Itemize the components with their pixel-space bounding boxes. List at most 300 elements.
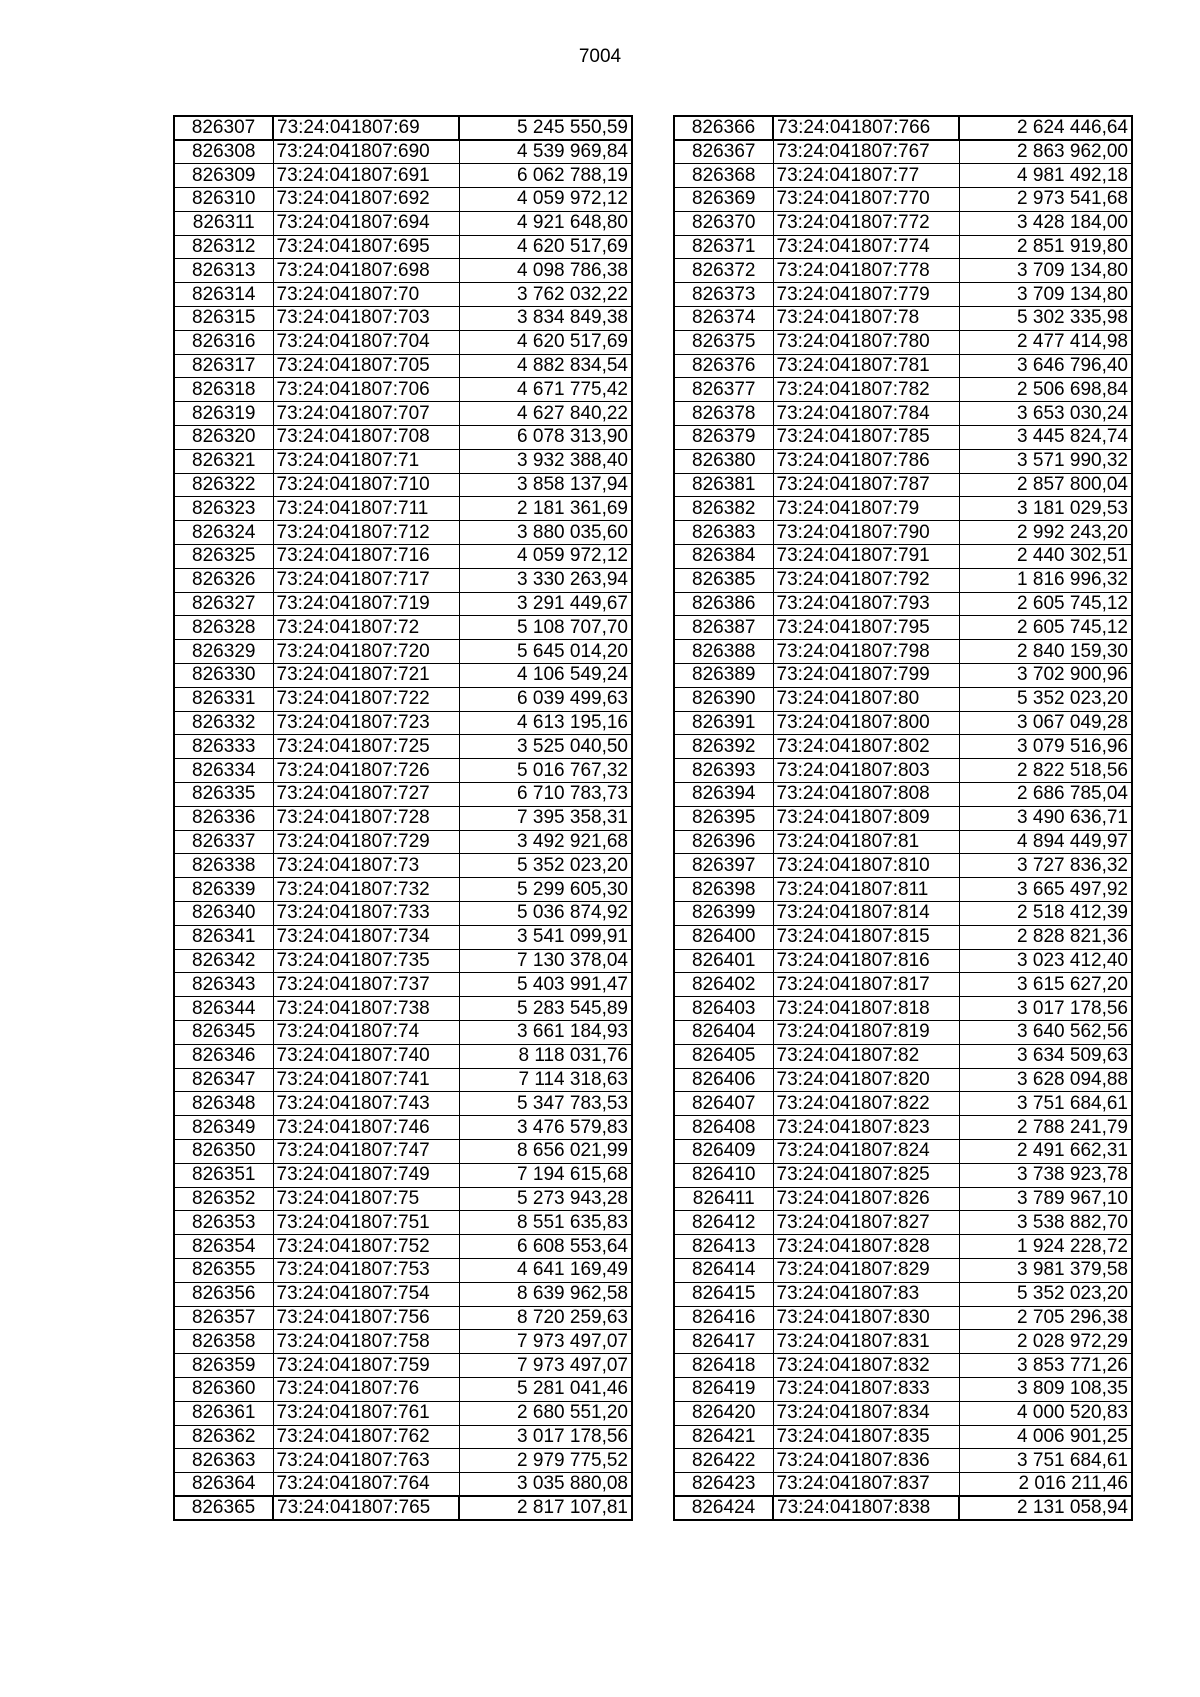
cadastral-value-cell: 3 541 099,91 — [459, 925, 632, 949]
table-row — [174, 783, 632, 807]
cadastral-number-cell: 73:24:041807:834 — [773, 1401, 959, 1425]
table-row — [174, 116, 632, 140]
row-number-cell: 826417 — [674, 1330, 773, 1354]
table-row — [174, 1092, 632, 1116]
row-number-cell: 826321 — [174, 449, 273, 473]
cadastral-value-cell: 4 921 648,80 — [459, 211, 632, 235]
row-number-cell: 826410 — [674, 1163, 773, 1187]
row-number-cell: 826384 — [674, 545, 773, 569]
table-row — [674, 1282, 1132, 1306]
cadastral-number-cell: 73:24:041807:835 — [773, 1425, 959, 1449]
cadastral-value-cell: 3 858 137,94 — [459, 473, 632, 497]
cadastral-number-cell: 73:24:041807:787 — [773, 473, 959, 497]
cadastral-value-cell: 4 539 969,84 — [459, 140, 632, 164]
cadastral-value-cell: 3 476 579,83 — [459, 1116, 632, 1140]
cadastral-number-cell: 73:24:041807:77 — [773, 164, 959, 188]
cadastral-value-cell: 3 634 509,63 — [959, 1044, 1132, 1068]
table-row — [174, 164, 632, 188]
table-row — [674, 854, 1132, 878]
table-row — [174, 473, 632, 497]
row-number-cell: 826418 — [674, 1354, 773, 1378]
table-body-left — [174, 116, 632, 1520]
table-row — [174, 902, 632, 926]
cadastral-value-cell: 4 882 834,54 — [459, 354, 632, 378]
table-row — [674, 330, 1132, 354]
cadastral-value-cell: 6 608 553,64 — [459, 1235, 632, 1259]
cadastral-value-cell: 3 017 178,56 — [459, 1425, 632, 1449]
row-number-cell: 826347 — [174, 1068, 273, 1092]
cadastral-number-cell: 73:24:041807:694 — [273, 211, 459, 235]
cadastral-value-cell: 3 702 900,96 — [959, 664, 1132, 688]
cadastral-number-cell: 73:24:041807:721 — [273, 664, 459, 688]
cadastral-number-cell: 73:24:041807:814 — [773, 902, 959, 926]
cadastral-number-cell: 73:24:041807:708 — [273, 426, 459, 450]
row-number-cell: 826355 — [174, 1258, 273, 1282]
cadastral-number-cell: 73:24:041807:735 — [273, 949, 459, 973]
table-row — [174, 378, 632, 402]
cadastral-value-cell: 5 645 014,20 — [459, 640, 632, 664]
cadastral-number-cell: 73:24:041807:825 — [773, 1163, 959, 1187]
table-row — [674, 164, 1132, 188]
cadastral-number-cell: 73:24:041807:786 — [773, 449, 959, 473]
row-number-cell: 826339 — [174, 878, 273, 902]
row-number-cell: 826315 — [174, 307, 273, 331]
row-number-cell: 826330 — [174, 664, 273, 688]
table-row — [174, 1187, 632, 1211]
table-row — [174, 1330, 632, 1354]
cadastral-number-cell: 73:24:041807:78 — [773, 307, 959, 331]
cadastral-value-cell: 3 067 049,28 — [959, 711, 1132, 735]
table-row — [174, 1044, 632, 1068]
table-row — [674, 426, 1132, 450]
cadastral-value-table-right — [673, 115, 1133, 1521]
table-row — [174, 973, 632, 997]
cadastral-value-cell: 3 646 796,40 — [959, 354, 1132, 378]
cadastral-value-cell: 4 006 901,25 — [959, 1425, 1132, 1449]
table-row — [174, 1116, 632, 1140]
table-row — [674, 568, 1132, 592]
cadastral-value-cell: 3 853 771,26 — [959, 1354, 1132, 1378]
table-row — [674, 997, 1132, 1021]
table-row — [674, 1044, 1132, 1068]
cadastral-number-cell: 73:24:041807:749 — [273, 1163, 459, 1187]
row-number-cell: 826366 — [674, 116, 773, 140]
cadastral-number-cell: 73:24:041807:795 — [773, 616, 959, 640]
cadastral-value-cell: 5 302 335,98 — [959, 307, 1132, 331]
cadastral-value-cell: 3 490 636,71 — [959, 806, 1132, 830]
cadastral-number-cell: 73:24:041807:725 — [273, 735, 459, 759]
row-number-cell: 826341 — [174, 925, 273, 949]
cadastral-number-cell: 73:24:041807:690 — [273, 140, 459, 164]
cadastral-number-cell: 73:24:041807:780 — [773, 330, 959, 354]
row-number-cell: 826407 — [674, 1092, 773, 1116]
cadastral-value-cell: 1 816 996,32 — [959, 568, 1132, 592]
cadastral-value-cell: 2 828 821,36 — [959, 925, 1132, 949]
cadastral-number-cell: 73:24:041807:734 — [273, 925, 459, 949]
cadastral-value-cell: 2 822 518,56 — [959, 759, 1132, 783]
table-row — [174, 1425, 632, 1449]
cadastral-number-cell: 73:24:041807:711 — [273, 497, 459, 521]
table-row — [674, 1187, 1132, 1211]
cadastral-number-cell: 73:24:041807:756 — [273, 1306, 459, 1330]
row-number-cell: 826364 — [174, 1473, 273, 1497]
cadastral-number-cell: 73:24:041807:819 — [773, 1020, 959, 1044]
cadastral-value-cell: 3 653 030,24 — [959, 402, 1132, 426]
cadastral-number-cell: 73:24:041807:747 — [273, 1139, 459, 1163]
row-number-cell: 826408 — [674, 1116, 773, 1140]
cadastral-value-cell: 8 639 962,58 — [459, 1282, 632, 1306]
cadastral-number-cell: 73:24:041807:710 — [273, 473, 459, 497]
table-row — [174, 592, 632, 616]
table-row — [174, 1496, 632, 1520]
cadastral-number-cell: 73:24:041807:836 — [773, 1449, 959, 1473]
cadastral-value-cell: 5 016 767,32 — [459, 759, 632, 783]
cadastral-number-cell: 73:24:041807:706 — [273, 378, 459, 402]
cadastral-value-cell: 8 118 031,76 — [459, 1044, 632, 1068]
row-number-cell: 826401 — [674, 949, 773, 973]
table-row — [174, 449, 632, 473]
cadastral-value-cell: 5 403 991,47 — [459, 973, 632, 997]
table-row — [174, 735, 632, 759]
table-row — [174, 1235, 632, 1259]
cadastral-value-cell: 3 330 263,94 — [459, 568, 632, 592]
table-row — [174, 354, 632, 378]
cadastral-value-cell: 4 620 517,69 — [459, 235, 632, 259]
table-row — [174, 949, 632, 973]
table-row — [674, 1306, 1132, 1330]
cadastral-number-cell: 73:24:041807:817 — [773, 973, 959, 997]
cadastral-number-cell: 73:24:041807:832 — [773, 1354, 959, 1378]
cadastral-number-cell: 73:24:041807:759 — [273, 1354, 459, 1378]
cadastral-value-cell: 6 710 783,73 — [459, 783, 632, 807]
cadastral-number-cell: 73:24:041807:810 — [773, 854, 959, 878]
cadastral-value-cell: 3 709 134,80 — [959, 283, 1132, 307]
table-row — [174, 497, 632, 521]
cadastral-number-cell: 73:24:041807:815 — [773, 925, 959, 949]
cadastral-number-cell: 73:24:041807:792 — [773, 568, 959, 592]
cadastral-value-cell: 2 788 241,79 — [959, 1116, 1132, 1140]
cadastral-number-cell: 73:24:041807:695 — [273, 235, 459, 259]
cadastral-value-cell: 3 709 134,80 — [959, 259, 1132, 283]
row-number-cell: 826378 — [674, 402, 773, 426]
row-number-cell: 826359 — [174, 1354, 273, 1378]
cadastral-value-cell: 2 686 785,04 — [959, 783, 1132, 807]
cadastral-value-cell: 4 000 520,83 — [959, 1401, 1132, 1425]
table-row — [174, 830, 632, 854]
cadastral-number-cell: 73:24:041807:76 — [273, 1377, 459, 1401]
table-row — [674, 1377, 1132, 1401]
cadastral-value-cell: 3 181 029,53 — [959, 497, 1132, 521]
row-number-cell: 826370 — [674, 211, 773, 235]
cadastral-value-cell: 2 605 745,12 — [959, 592, 1132, 616]
row-number-cell: 826391 — [674, 711, 773, 735]
table-row — [674, 188, 1132, 212]
row-number-cell: 826326 — [174, 568, 273, 592]
cadastral-value-cell: 2 863 962,00 — [959, 140, 1132, 164]
table-row — [174, 854, 632, 878]
cadastral-value-cell: 2 181 361,69 — [459, 497, 632, 521]
row-number-cell: 826322 — [174, 473, 273, 497]
cadastral-value-cell: 5 108 707,70 — [459, 616, 632, 640]
row-number-cell: 826374 — [674, 307, 773, 331]
table-row — [174, 997, 632, 1021]
table-row — [674, 307, 1132, 331]
table-row — [174, 664, 632, 688]
cadastral-number-cell: 73:24:041807:719 — [273, 592, 459, 616]
row-number-cell: 826375 — [674, 330, 773, 354]
row-number-cell: 826325 — [174, 545, 273, 569]
cadastral-number-cell: 73:24:041807:822 — [773, 1092, 959, 1116]
row-number-cell: 826367 — [674, 140, 773, 164]
table-row — [674, 473, 1132, 497]
row-number-cell: 826373 — [674, 283, 773, 307]
table-row — [174, 545, 632, 569]
row-number-cell: 826413 — [674, 1235, 773, 1259]
cadastral-value-cell: 3 628 094,88 — [959, 1068, 1132, 1092]
cadastral-number-cell: 73:24:041807:741 — [273, 1068, 459, 1092]
row-number-cell: 826320 — [174, 426, 273, 450]
cadastral-number-cell: 73:24:041807:824 — [773, 1139, 959, 1163]
cadastral-number-cell: 73:24:041807:800 — [773, 711, 959, 735]
cadastral-value-cell: 4 059 972,12 — [459, 545, 632, 569]
cadastral-value-cell: 5 347 783,53 — [459, 1092, 632, 1116]
cadastral-value-cell: 7 973 497,07 — [459, 1330, 632, 1354]
table-row — [174, 188, 632, 212]
cadastral-number-cell: 73:24:041807:723 — [273, 711, 459, 735]
cadastral-value-cell: 2 851 919,80 — [959, 235, 1132, 259]
row-number-cell: 826420 — [674, 1401, 773, 1425]
row-number-cell: 826356 — [174, 1282, 273, 1306]
table-row — [174, 1020, 632, 1044]
cadastral-number-cell: 73:24:041807:833 — [773, 1377, 959, 1401]
cadastral-number-cell: 73:24:041807:763 — [273, 1449, 459, 1473]
cadastral-value-cell: 3 789 967,10 — [959, 1187, 1132, 1211]
cadastral-number-cell: 73:24:041807:766 — [773, 116, 959, 140]
cadastral-value-cell: 3 665 497,92 — [959, 878, 1132, 902]
row-number-cell: 826349 — [174, 1116, 273, 1140]
table-row — [674, 354, 1132, 378]
cadastral-value-cell: 6 062 788,19 — [459, 164, 632, 188]
cadastral-number-cell: 73:24:041807:761 — [273, 1401, 459, 1425]
cadastral-value-cell: 7 395 358,31 — [459, 806, 632, 830]
row-number-cell: 826324 — [174, 521, 273, 545]
cadastral-value-cell: 5 352 023,20 — [959, 687, 1132, 711]
row-number-cell: 826412 — [674, 1211, 773, 1235]
row-number-cell: 826316 — [174, 330, 273, 354]
cadastral-number-cell: 73:24:041807:746 — [273, 1116, 459, 1140]
cadastral-value-cell: 2 817 107,81 — [459, 1496, 632, 1520]
row-number-cell: 826377 — [674, 378, 773, 402]
row-number-cell: 826396 — [674, 830, 773, 854]
table-row — [674, 830, 1132, 854]
cadastral-number-cell: 73:24:041807:790 — [773, 521, 959, 545]
row-number-cell: 826409 — [674, 1139, 773, 1163]
cadastral-value-cell: 6 039 499,63 — [459, 687, 632, 711]
row-number-cell: 826313 — [174, 259, 273, 283]
cadastral-number-cell: 73:24:041807:70 — [273, 283, 459, 307]
cadastral-number-cell: 73:24:041807:726 — [273, 759, 459, 783]
cadastral-number-cell: 73:24:041807:705 — [273, 354, 459, 378]
cadastral-value-cell: 3 017 178,56 — [959, 997, 1132, 1021]
table-row — [174, 330, 632, 354]
table-row — [674, 735, 1132, 759]
cadastral-number-cell: 73:24:041807:791 — [773, 545, 959, 569]
row-number-cell: 826379 — [674, 426, 773, 450]
cadastral-value-cell: 4 671 775,42 — [459, 378, 632, 402]
cadastral-value-cell: 2 973 541,68 — [959, 188, 1132, 212]
cadastral-value-cell: 2 016 211,46 — [959, 1473, 1132, 1497]
cadastral-value-cell: 3 738 923,78 — [959, 1163, 1132, 1187]
row-number-cell: 826309 — [174, 164, 273, 188]
table-row — [674, 664, 1132, 688]
cadastral-value-cell: 1 924 228,72 — [959, 1235, 1132, 1259]
cadastral-value-cell: 7 973 497,07 — [459, 1354, 632, 1378]
table-row — [674, 1235, 1132, 1259]
row-number-cell: 826343 — [174, 973, 273, 997]
cadastral-number-cell: 73:24:041807:717 — [273, 568, 459, 592]
cadastral-value-cell: 3 834 849,38 — [459, 307, 632, 331]
cadastral-number-cell: 73:24:041807:782 — [773, 378, 959, 402]
table-row — [674, 211, 1132, 235]
table-row — [174, 878, 632, 902]
row-number-cell: 826376 — [674, 354, 773, 378]
row-number-cell: 826421 — [674, 1425, 773, 1449]
cadastral-number-cell: 73:24:041807:774 — [773, 235, 959, 259]
table-row — [674, 759, 1132, 783]
cadastral-value-cell: 3 428 184,00 — [959, 211, 1132, 235]
cadastral-number-cell: 73:24:041807:758 — [273, 1330, 459, 1354]
cadastral-value-cell: 4 641 169,49 — [459, 1258, 632, 1282]
cadastral-number-cell: 73:24:041807:754 — [273, 1282, 459, 1306]
cadastral-number-cell: 73:24:041807:820 — [773, 1068, 959, 1092]
row-number-cell: 826338 — [174, 854, 273, 878]
cadastral-value-cell: 4 059 972,12 — [459, 188, 632, 212]
cadastral-value-cell: 2 518 412,39 — [959, 902, 1132, 926]
row-number-cell: 826405 — [674, 1044, 773, 1068]
cadastral-number-cell: 73:24:041807:802 — [773, 735, 959, 759]
cadastral-number-cell: 73:24:041807:69 — [273, 116, 459, 140]
cadastral-value-cell: 4 098 786,38 — [459, 259, 632, 283]
table-row — [674, 973, 1132, 997]
table-row — [674, 116, 1132, 140]
row-number-cell: 826327 — [174, 592, 273, 616]
row-number-cell: 826328 — [174, 616, 273, 640]
cadastral-value-cell: 2 979 775,52 — [459, 1449, 632, 1473]
table-row — [174, 402, 632, 426]
row-number-cell: 826312 — [174, 235, 273, 259]
table-row — [674, 140, 1132, 164]
row-number-cell: 826422 — [674, 1449, 773, 1473]
cadastral-value-cell: 3 932 388,40 — [459, 449, 632, 473]
row-number-cell: 826332 — [174, 711, 273, 735]
table-row — [674, 449, 1132, 473]
table-row — [674, 283, 1132, 307]
row-number-cell: 826329 — [174, 640, 273, 664]
row-number-cell: 826333 — [174, 735, 273, 759]
table-row — [674, 711, 1132, 735]
row-number-cell: 826403 — [674, 997, 773, 1021]
cadastral-value-cell: 5 352 023,20 — [459, 854, 632, 878]
row-number-cell: 826362 — [174, 1425, 273, 1449]
row-number-cell: 826352 — [174, 1187, 273, 1211]
row-number-cell: 826344 — [174, 997, 273, 1021]
row-number-cell: 826323 — [174, 497, 273, 521]
row-number-cell: 826331 — [174, 687, 273, 711]
row-number-cell: 826308 — [174, 140, 273, 164]
table-row — [674, 806, 1132, 830]
table-row — [674, 378, 1132, 402]
cadastral-number-cell: 73:24:041807:770 — [773, 188, 959, 212]
row-number-cell: 826393 — [674, 759, 773, 783]
table-row — [674, 1401, 1132, 1425]
cadastral-value-cell: 4 620 517,69 — [459, 330, 632, 354]
cadastral-number-cell: 73:24:041807:793 — [773, 592, 959, 616]
table-row — [674, 1092, 1132, 1116]
cadastral-number-cell: 73:24:041807:811 — [773, 878, 959, 902]
row-number-cell: 826369 — [674, 188, 773, 212]
table-body-right — [674, 116, 1132, 1520]
cadastral-number-cell: 73:24:041807:778 — [773, 259, 959, 283]
table-row — [174, 1211, 632, 1235]
cadastral-number-cell: 73:24:041807:798 — [773, 640, 959, 664]
row-number-cell: 826342 — [174, 949, 273, 973]
table-row — [174, 211, 632, 235]
row-number-cell: 826357 — [174, 1306, 273, 1330]
table-row — [174, 806, 632, 830]
row-number-cell: 826317 — [174, 354, 273, 378]
row-number-cell: 826386 — [674, 592, 773, 616]
table-row — [674, 878, 1132, 902]
row-number-cell: 826423 — [674, 1473, 773, 1497]
cadastral-value-cell: 7 114 318,63 — [459, 1068, 632, 1092]
cadastral-value-cell: 3 880 035,60 — [459, 521, 632, 545]
table-row — [174, 1449, 632, 1473]
cadastral-number-cell: 73:24:041807:831 — [773, 1330, 959, 1354]
row-number-cell: 826395 — [674, 806, 773, 830]
row-number-cell: 826368 — [674, 164, 773, 188]
table-row — [674, 616, 1132, 640]
row-number-cell: 826360 — [174, 1377, 273, 1401]
cadastral-value-cell: 3 640 562,56 — [959, 1020, 1132, 1044]
cadastral-value-cell: 2 992 243,20 — [959, 521, 1132, 545]
table-row — [674, 1068, 1132, 1092]
table-row — [174, 1258, 632, 1282]
cadastral-number-cell: 73:24:041807:772 — [773, 211, 959, 235]
cadastral-number-cell: 73:24:041807:764 — [273, 1473, 459, 1497]
row-number-cell: 826390 — [674, 687, 773, 711]
cadastral-value-cell: 3 661 184,93 — [459, 1020, 632, 1044]
cadastral-value-cell: 2 840 159,30 — [959, 640, 1132, 664]
table-row — [674, 783, 1132, 807]
table-row — [674, 902, 1132, 926]
cadastral-value-cell: 2 440 302,51 — [959, 545, 1132, 569]
row-number-cell: 826414 — [674, 1258, 773, 1282]
table-row — [674, 521, 1132, 545]
table-row — [674, 497, 1132, 521]
table-row — [174, 1139, 632, 1163]
cadastral-number-cell: 73:24:041807:762 — [273, 1425, 459, 1449]
row-number-cell: 826350 — [174, 1139, 273, 1163]
cadastral-value-cell: 3 023 412,40 — [959, 949, 1132, 973]
cadastral-value-cell: 3 538 882,70 — [959, 1211, 1132, 1235]
table-row — [674, 259, 1132, 283]
cadastral-number-cell: 73:24:041807:827 — [773, 1211, 959, 1235]
row-number-cell: 826314 — [174, 283, 273, 307]
table-row — [174, 1377, 632, 1401]
table-row — [674, 687, 1132, 711]
row-number-cell: 826372 — [674, 259, 773, 283]
table-row — [174, 616, 632, 640]
